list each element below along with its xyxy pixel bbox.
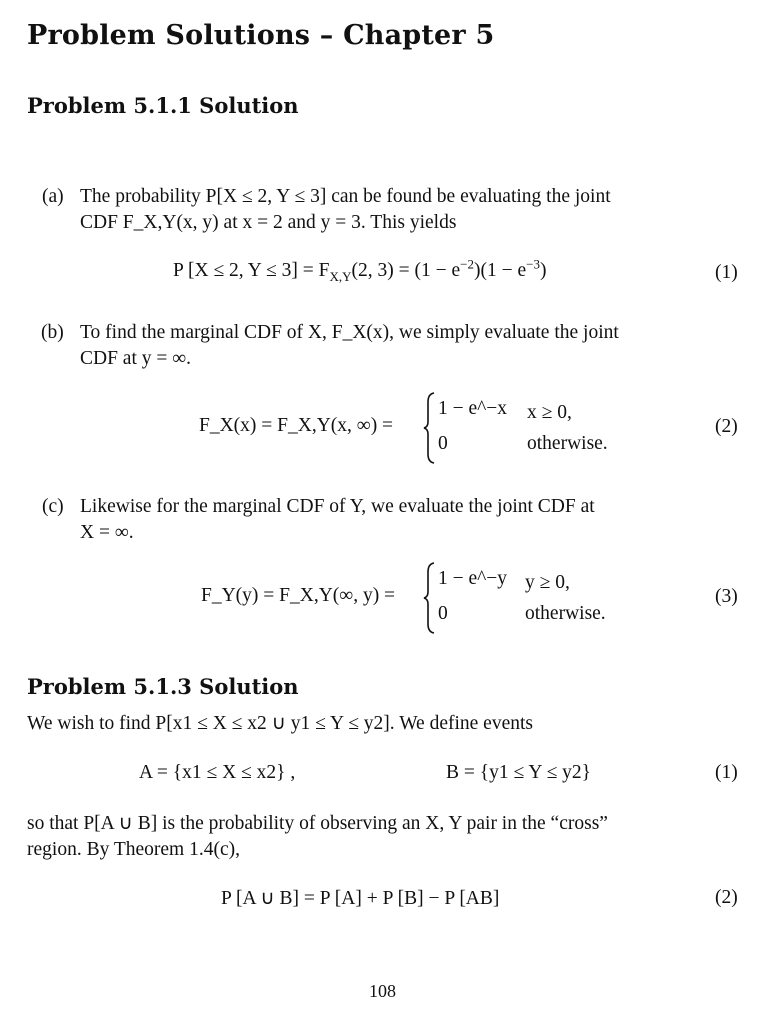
problem-513-para-line-2: region. By Theorem 1.4(c), bbox=[27, 839, 240, 860]
part-c-line-1: Likewise for the marginal CDF of Y, we evaluate the joint CDF at bbox=[80, 496, 595, 517]
equation-number-1: (1) bbox=[715, 262, 738, 283]
case-b1-expr: 1 − e^−x bbox=[438, 398, 508, 419]
part-c-line-2: X = ∞. bbox=[80, 522, 134, 543]
equation-number-513-2: (2) bbox=[715, 887, 738, 908]
part-a-label: (a) bbox=[42, 186, 64, 207]
equation-513-1-left: A = {x1 ≤ X ≤ x2} , bbox=[139, 762, 296, 783]
problem-511-heading: Problem 5.1.1 Solution bbox=[27, 93, 299, 118]
problem-513-intro: We wish to find P[x1 ≤ X ≤ x2 ∪ y1 ≤ Y ≤ y2]. We define events bbox=[27, 713, 533, 734]
case-b2-cond: otherwise. bbox=[527, 433, 608, 454]
problem-513-para-line-1: so that P[A ∪ B] is the probability of observing an X, Y pair in the “cross” bbox=[27, 813, 608, 834]
case-c2-cond: otherwise. bbox=[525, 603, 606, 624]
part-a-line-1: The probability P[X ≤ 2, Y ≤ 3] can be found be evaluating the joint bbox=[80, 186, 611, 207]
left-brace-icon bbox=[423, 562, 435, 634]
part-b-line-2: CDF at y = ∞. bbox=[80, 348, 192, 369]
case-c1-cond: y ≥ 0, bbox=[525, 572, 570, 593]
page-number: 108 bbox=[369, 981, 396, 1001]
equation-number-3: (3) bbox=[715, 586, 738, 607]
equation-a: P [X ≤ 2, $Y \le 3] = F_{X,Y}(2$, $3) = (1 - e^{-2})(1 - e^{-3})$ bbox=[173, 256, 547, 284]
part-a-line-2: CDF F_X,Y(x, y) at x = 2 and y = 3. This yields bbox=[80, 212, 457, 233]
problem-513-heading: Problem 5.1.3 Solution bbox=[27, 674, 299, 699]
page-title: Problem Solutions – Chapter 5 bbox=[27, 20, 495, 51]
equation-number-513-1: (1) bbox=[715, 762, 738, 783]
equation-c-lhs: F_Y(y) = F_X,Y(∞, y) = bbox=[201, 585, 396, 606]
equation-number-2: (2) bbox=[715, 416, 738, 437]
case-b1-cond: x ≥ 0, bbox=[527, 402, 572, 423]
case-b2-expr: 0 bbox=[438, 433, 448, 454]
equation-513-2: P [A ∪ B] = P [A] + P [B] − P [AB] bbox=[221, 888, 500, 909]
part-c-label: (c) bbox=[42, 496, 64, 517]
left-brace-icon bbox=[423, 392, 435, 464]
equation-513-1-right: B = {y1 ≤ Y ≤ y2} bbox=[446, 762, 592, 783]
case-c2-expr: 0 bbox=[438, 603, 448, 624]
part-b-line-1: To find the marginal CDF of X, F_X(x), we simply evaluate the joint bbox=[80, 322, 619, 343]
equation-b-lhs: F_X(x) = F_X,Y(x, ∞) = bbox=[199, 415, 394, 436]
case-c1-expr: 1 − e^−y bbox=[438, 568, 508, 589]
part-b-label: (b) bbox=[41, 322, 64, 343]
